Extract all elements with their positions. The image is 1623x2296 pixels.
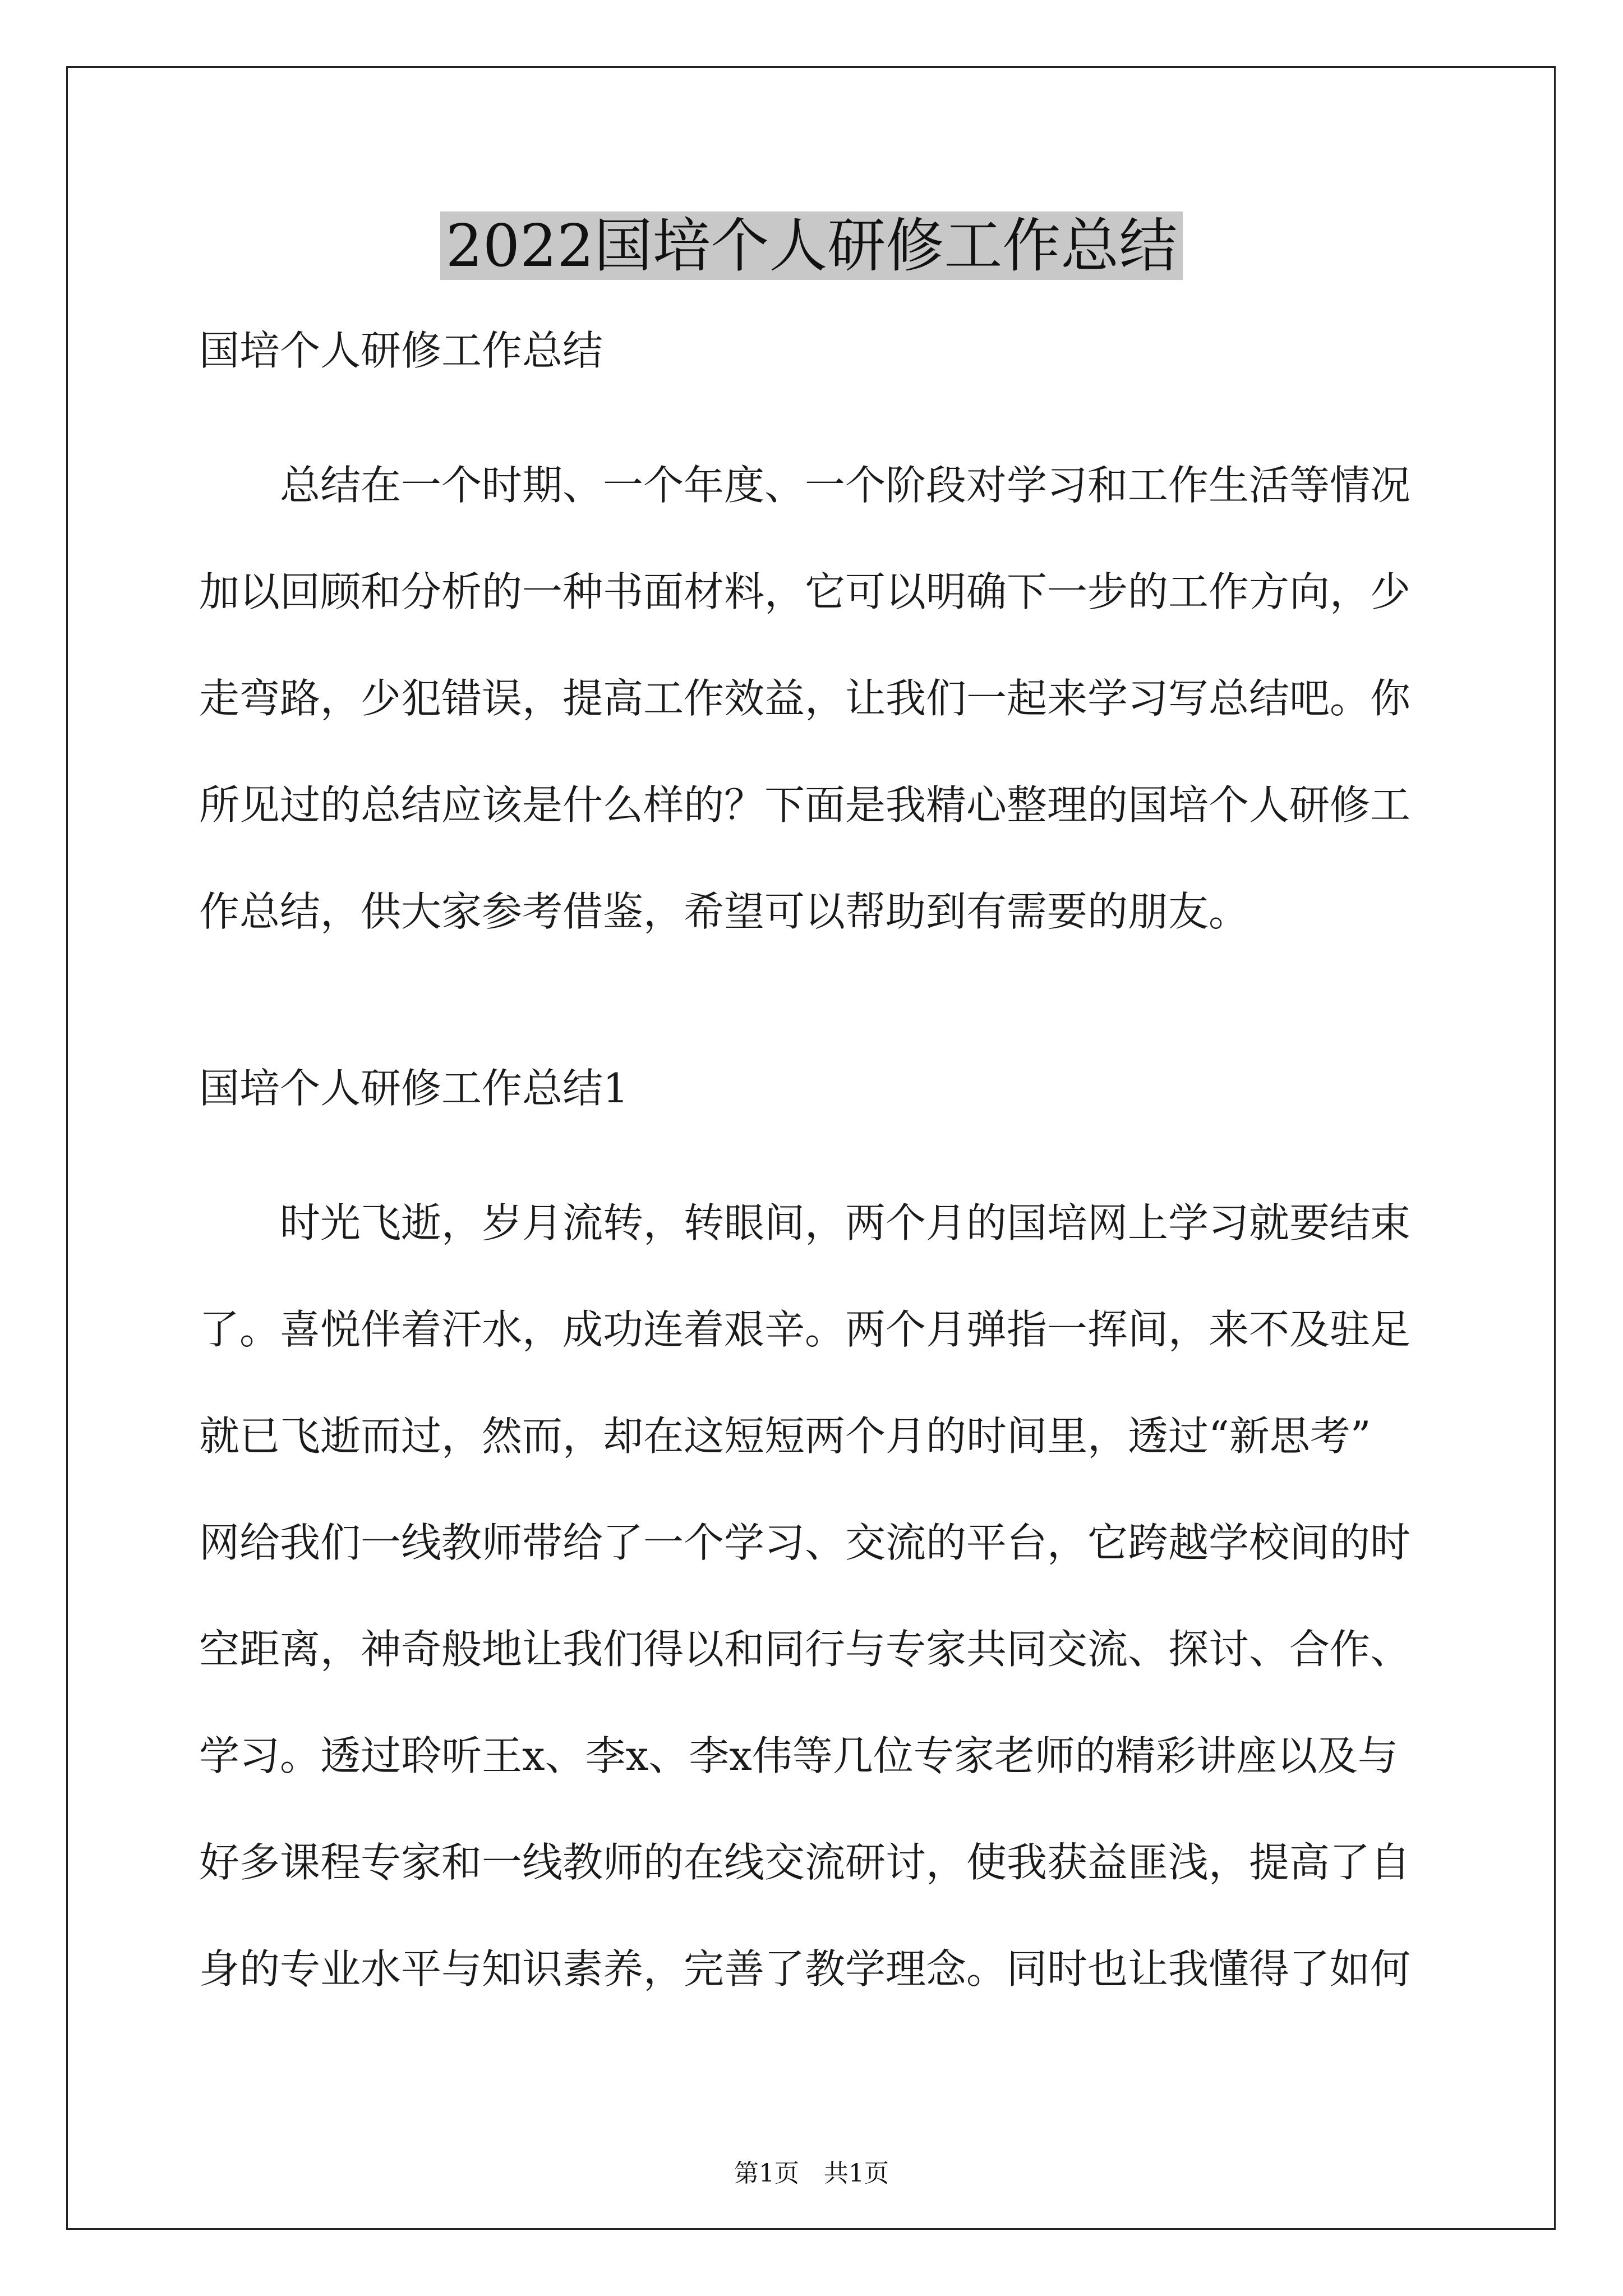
- body-line: 时光飞逝，岁月流转，转眼间，两个月的国培网上学习就要结束: [199, 1199, 1411, 1246]
- document-title: [0, 206, 1623, 285]
- intro-line: 所见过的总结应该是什么样的？下面是我精心整理的国培个人研修工: [199, 781, 1411, 829]
- body-line: 了。喜悦伴着汗水，成功连着艰辛。两个月弹指一挥间，来不及驻足: [199, 1306, 1411, 1353]
- document-title-text: 2022国培个人研修工作总结: [440, 211, 1183, 280]
- intro-line: 总结在一个时期、一个年度、一个阶段对学习和工作生活等情况: [199, 462, 1411, 509]
- intro-line: 加以回顾和分析的一种书面材料，它可以明确下一步的工作方向，少: [199, 568, 1411, 615]
- page-footer: 第1页 共1页: [734, 2159, 889, 2188]
- body-line: 空距离，神奇般地让我们得以和同行与专家共同交流、探讨、合作、: [199, 1626, 1411, 1673]
- body-line: 学习。透过聆听王x、李x、李x伟等几位专家老师的精彩讲座以及与: [199, 1732, 1398, 1779]
- body-line: 好多课程专家和一线教师的在线交流研讨，使我获益匪浅，提高了自: [199, 1839, 1411, 1886]
- section-heading: 国培个人研修工作总结1: [199, 1065, 629, 1112]
- body-line: 网给我们一线教师带给了一个学习、交流的平台，它跨越学校间的时: [199, 1519, 1411, 1566]
- page-border: [66, 66, 1556, 2230]
- intro-line: 走弯路，少犯错误，提高工作效益，让我们一起来学习写总结吧。你: [199, 675, 1411, 722]
- subheading: 国培个人研修工作总结: [199, 327, 603, 374]
- body-line: 身的专业水平与知识素养，完善了教学理念。同时也让我懂得了如何: [199, 1945, 1411, 1993]
- body-line: 就已飞逝而过，然而，却在这短短两个月的时间里，透过“新思考”: [199, 1412, 1371, 1460]
- intro-line: 作总结，供大家参考借鉴，希望可以帮助到有需要的朋友。: [199, 888, 1249, 935]
